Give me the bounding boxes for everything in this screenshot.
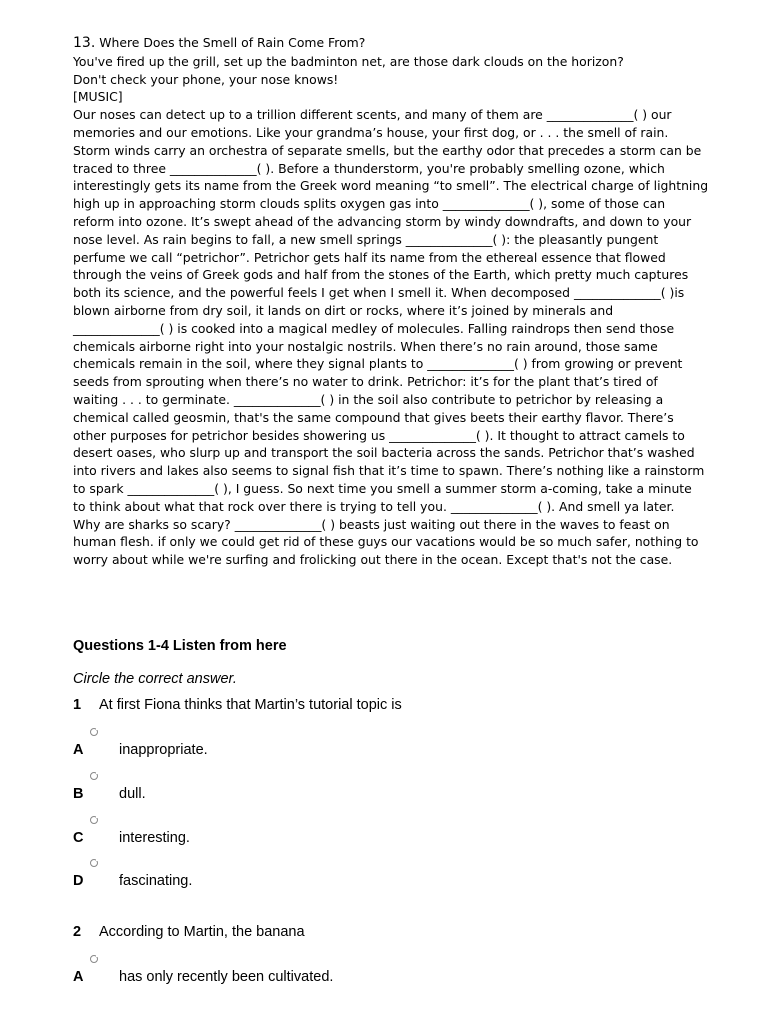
passage-line: interestingly gets its name from the Greek word meaning “to smell”. The electrical charge of lightning bbox=[73, 178, 709, 194]
option-letter: A bbox=[73, 969, 84, 985]
passage-number: 13. bbox=[73, 35, 96, 51]
passage-line: seeds from sprouting when there’s no water to drink. Petrichor: it’s for the plant that’s tired of bbox=[73, 374, 658, 390]
passage-heading bbox=[73, 34, 723, 53]
option-text: fascinating. bbox=[119, 873, 193, 889]
passage-line: desert oases, who slurp up and transport the soil bacteria across the sands. Petrichor that’s washed bbox=[73, 445, 695, 461]
question-number: 2 bbox=[73, 924, 82, 940]
question-text: At first Fiona thinks that Martin’s tutorial topic is bbox=[99, 697, 402, 713]
passage-line: chemicals airborne right into your nostalgic nostrils. When there’s no rain around, those same bbox=[73, 338, 658, 354]
option-2a[interactable] bbox=[73, 955, 473, 999]
passage-line: Why are sharks so scary? ______________( ) beasts just waiting out there in the waves to feast on bbox=[73, 516, 670, 532]
passage-line: blown airborne from dry soil, it lands on dirt or rocks, where it’s joined by minerals and bbox=[73, 302, 614, 318]
passage-line: waiting . . . to germinate. ______________( ) in the soil also contribute to petrichor by releasing a bbox=[73, 391, 664, 407]
passage-line: both its science, and the powerful feels I get when I smell it. When decomposed ______________( )is bbox=[73, 285, 685, 301]
document-page bbox=[73, 34, 723, 985]
radio-button[interactable] bbox=[90, 859, 98, 867]
option-1a[interactable] bbox=[73, 728, 473, 772]
option-1d[interactable] bbox=[73, 859, 473, 903]
passage-line: [MUSIC] bbox=[73, 89, 123, 105]
passage-line: You've fired up the grill, set up the badminton net, are those dark clouds on the horizon? bbox=[73, 53, 624, 69]
section-title: Questions 1-4 Listen from here bbox=[73, 638, 287, 654]
question-text: According to Martin, the banana bbox=[99, 924, 305, 940]
question-2 bbox=[73, 924, 305, 940]
passage-line: reform into ozone. It’s swept ahead of the advancing storm by windy downdrafts, and down to your bbox=[73, 213, 692, 229]
option-text: interesting. bbox=[119, 830, 190, 846]
passage-line: nose level. As rain begins to fall, a new smell springs ______________( ): the pleasantly pungent bbox=[73, 231, 659, 247]
question-1 bbox=[73, 697, 402, 713]
passage-line: Storm winds carry an orchestra of separate smells, but the earthy odor that precedes a storm can be bbox=[73, 142, 702, 158]
passage bbox=[73, 34, 723, 569]
passage-line: Don't check your phone, your nose knows! bbox=[73, 71, 339, 87]
passage-line: chemicals remain in the soil, where they signal plants to ______________( ) from growing or prevent bbox=[73, 356, 683, 372]
passage-line: Our noses can detect up to a trillion different scents, and many of them are ______________( ) our bbox=[73, 107, 672, 123]
option-letter: C bbox=[73, 830, 84, 846]
radio-button[interactable] bbox=[90, 728, 98, 736]
passage-line: to think about what that rock over there is trying to tell you. ______________( ). And smell ya later. bbox=[73, 498, 675, 514]
passage-line: traced to three ______________( ). Before a thunderstorm, you're probably smelling ozone, which bbox=[73, 160, 665, 176]
radio-button[interactable] bbox=[90, 772, 98, 780]
radio-button[interactable] bbox=[90, 955, 98, 963]
question-number: 1 bbox=[73, 697, 82, 713]
option-letter: D bbox=[73, 873, 84, 889]
instruction: Circle the correct answer. bbox=[73, 671, 237, 687]
option-text: has only recently been cultivated. bbox=[119, 969, 334, 985]
passage-line: high up in approaching storm clouds splits oxygen gas into ______________( ), some of those can bbox=[73, 196, 666, 212]
passage-line: memories and our emotions. Like your grandma’s house, your first dog, or . . . the smell of rain. bbox=[73, 124, 669, 140]
passage-line: to spark ______________( ), I guess. So next time you smell a summer storm a-coming, take a minute bbox=[73, 480, 692, 496]
passage-line: into rivers and lakes also seems to signal fish that it’s time to spawn. There’s nothing like a rainstorm bbox=[73, 463, 705, 479]
radio-button[interactable] bbox=[90, 816, 98, 824]
option-letter: B bbox=[73, 786, 84, 802]
passage-line: ______________( ) is cooked into a magical medley of molecules. Falling raindrops then send those bbox=[73, 320, 675, 336]
option-letter: A bbox=[73, 742, 84, 758]
option-1b[interactable] bbox=[73, 772, 473, 816]
passage-line: chemical called geosmin, that's the same compound that gives beets their earthy flavor. There’s bbox=[73, 409, 674, 425]
option-text: dull. bbox=[119, 786, 146, 802]
passage-line: worry about while we're surfing and frolicking out there in the ocean. Except that's not the case. bbox=[73, 552, 673, 568]
passage-line: through the veins of Greek gods and half from the stones of the Earth, which pretty much captures bbox=[73, 267, 689, 283]
passage-title: Where Does the Smell of Rain Come From? bbox=[99, 35, 366, 50]
option-1c[interactable] bbox=[73, 816, 473, 860]
passage-line: perfume we call “petrichor”. Petrichor gets half its name from the ethereal essence that flowed bbox=[73, 249, 666, 265]
passage-line: other purposes for petrichor besides showering us ______________( ). It thought to attract camels to bbox=[73, 427, 685, 443]
passage-line: human flesh. if only we could get rid of these guys our vacations would be so much safer, nothing to bbox=[73, 534, 699, 550]
option-text: inappropriate. bbox=[119, 742, 208, 758]
